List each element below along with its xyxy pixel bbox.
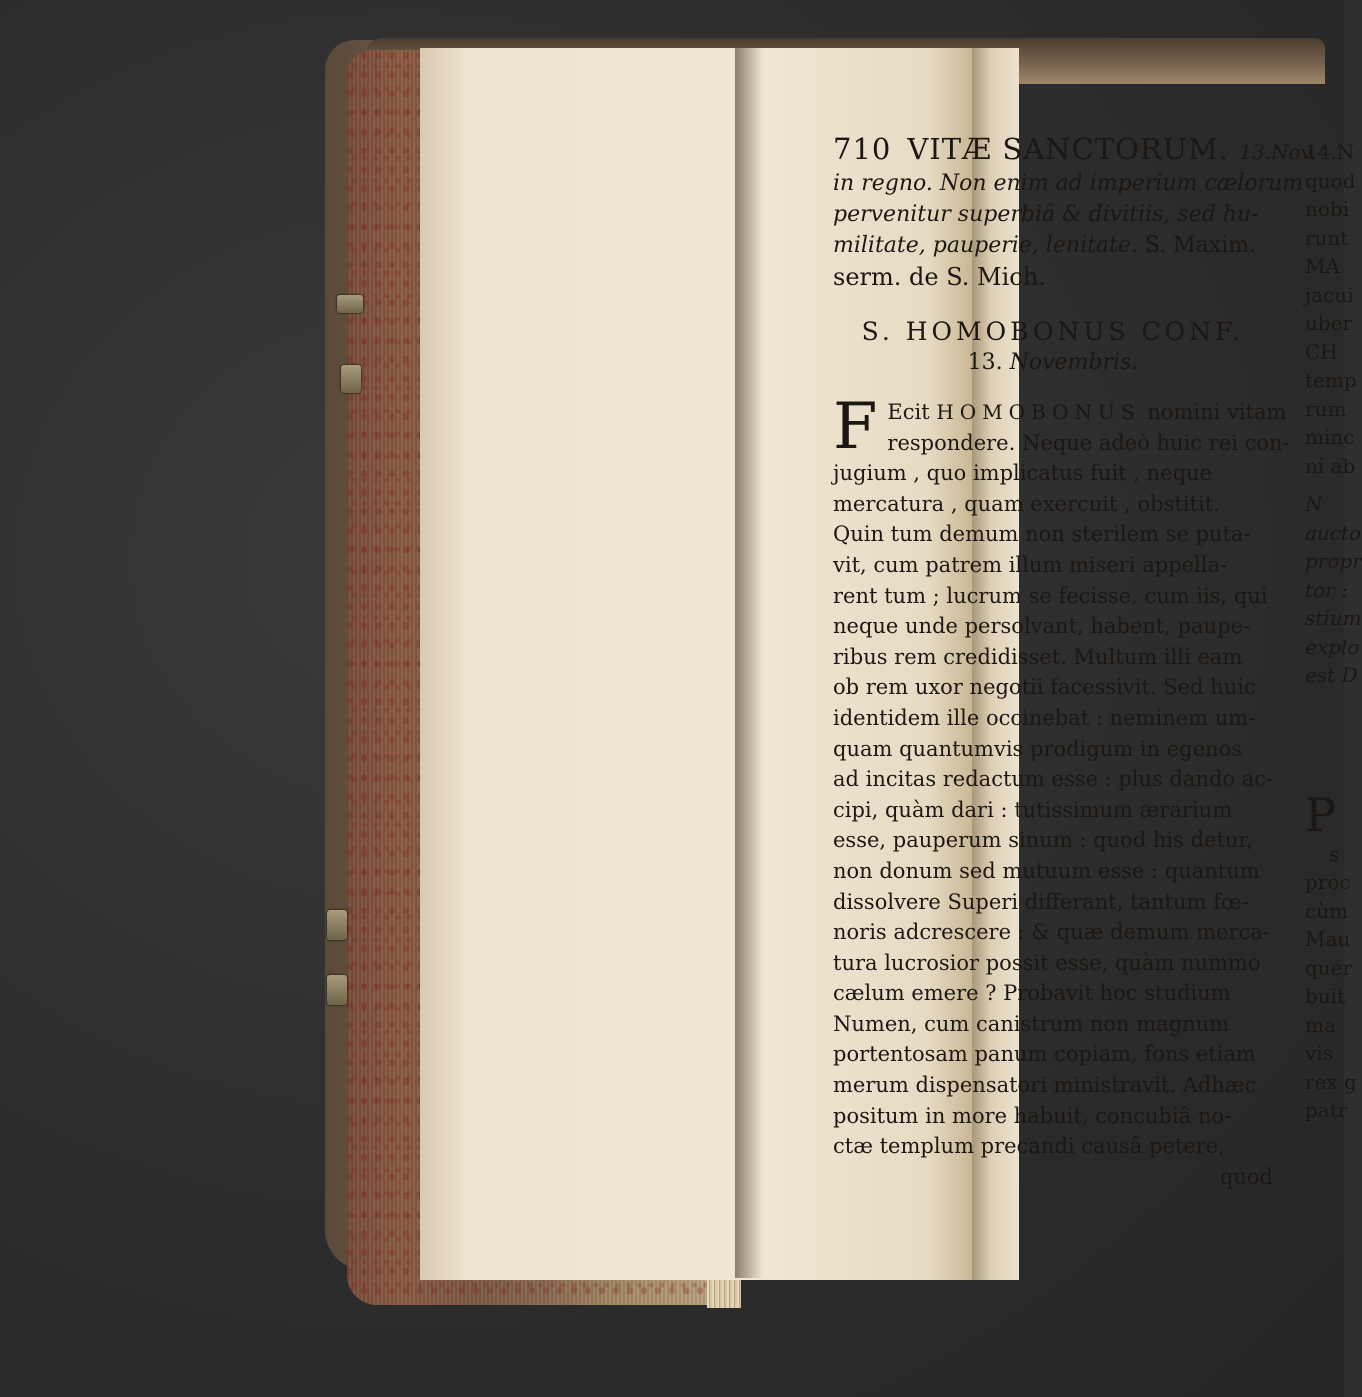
body-line: neque unde persolvant, habent, paupe- bbox=[833, 614, 1251, 639]
body-line: noris adcrescere : & quæ demum merca- bbox=[833, 920, 1270, 945]
right-line: runt bbox=[1305, 225, 1349, 250]
prev-entry-quote bbox=[833, 168, 1304, 261]
right-line: minc bbox=[1305, 425, 1355, 449]
entry-date bbox=[833, 350, 1273, 375]
right-drop-cap: P bbox=[1305, 787, 1336, 842]
body-line: ob rem uxor negotii facessivit. Sed huic bbox=[833, 675, 1256, 700]
first-word: Ecit bbox=[887, 400, 930, 424]
gutter-shadow bbox=[735, 48, 763, 1278]
entry-date-number: 13. bbox=[967, 350, 1003, 375]
clasp-icon bbox=[341, 365, 361, 393]
body-line: rent tum ; lucrum se fecisse, cum iis, qui bbox=[833, 583, 1268, 608]
clasp-icon bbox=[327, 910, 347, 940]
page-number: 710 bbox=[833, 132, 892, 166]
clasp-icon bbox=[327, 975, 347, 1005]
body-line: cipi, quàm dari : tutissimum ærarium bbox=[833, 797, 1233, 822]
right-line: patr bbox=[1305, 1098, 1348, 1122]
page-text bbox=[833, 132, 1316, 1192]
catchword: quod bbox=[1219, 1164, 1273, 1189]
right-line: aucto bbox=[1305, 520, 1362, 545]
quote-line bbox=[833, 230, 1273, 261]
header-date: 13.Nov. bbox=[1239, 140, 1316, 164]
quote-text: militate, pauperie, lenitate. bbox=[833, 233, 1138, 258]
right-line: temp bbox=[1305, 368, 1357, 392]
right-line: Mau bbox=[1305, 927, 1351, 951]
right-line: rex g bbox=[1305, 1069, 1357, 1094]
body-line: dissolvere Superi differant, tantum fœ- bbox=[833, 889, 1249, 914]
right-line: propr bbox=[1305, 549, 1362, 573]
body-line: cælum emere ? Probavit hoc studium bbox=[833, 981, 1231, 1006]
body-line: jugium , quo implicatus fuit , neque bbox=[833, 461, 1212, 486]
body-line: identidem ille occinebat : neminem um- bbox=[833, 705, 1256, 730]
right-line: rum bbox=[1305, 396, 1347, 421]
quote-source: S. Maxim. bbox=[1144, 233, 1257, 258]
body-line: vit, cum patrem illum miseri appella- bbox=[833, 552, 1228, 577]
right-line: uber bbox=[1305, 311, 1353, 335]
body-line bbox=[833, 397, 1287, 428]
right-line: nobi bbox=[1305, 197, 1350, 221]
right-line: stium bbox=[1305, 606, 1362, 630]
right-line: 14.N bbox=[1305, 140, 1355, 164]
body-line: Quin tum demum non sterilem se puta- bbox=[833, 522, 1251, 547]
clasp-icon bbox=[337, 295, 363, 313]
entry-title: S. HOMOBONUS CONF. bbox=[861, 317, 1245, 346]
body-line: Numen, cum canistrum non magnum bbox=[833, 1011, 1230, 1036]
right-line: proc bbox=[1305, 870, 1351, 894]
body-line: ad incitas redactum esse : plus dando ac- bbox=[833, 767, 1274, 792]
right-line: buit bbox=[1305, 984, 1346, 1008]
right-page-text bbox=[1305, 138, 1362, 1125]
right-line: vis bbox=[1305, 1041, 1333, 1065]
right-line: N bbox=[1305, 492, 1323, 516]
right-line: MA bbox=[1305, 254, 1340, 278]
body-line: ctæ templum precandi causâ petere, bbox=[833, 1134, 1225, 1159]
right-line: ni ab bbox=[1305, 453, 1356, 478]
right-line: s bbox=[1329, 841, 1340, 866]
quote-line: in regno. Non enim ad imperium cælorum bbox=[833, 171, 1304, 196]
right-line: explo bbox=[1305, 634, 1360, 659]
drop-cap: F bbox=[833, 390, 878, 464]
running-header bbox=[833, 132, 1316, 166]
body-line: respondere. Neque adeò huic rei con- bbox=[887, 430, 1290, 455]
quote-line: pervenitur superbiâ & divitiis, sed hu- bbox=[833, 202, 1259, 227]
saint-name: HOMOBONUS bbox=[936, 400, 1141, 424]
body-line: non donum sed mutuum esse : quantum bbox=[833, 858, 1260, 883]
body-line: esse, pauperum sinum : quod his detur, bbox=[833, 828, 1253, 853]
body-line: merum dispensatori ministravit. Adhæc bbox=[833, 1073, 1257, 1098]
quote-reference: serm. de S. Mich. bbox=[833, 263, 1046, 291]
right-line: est D bbox=[1305, 663, 1358, 687]
body-line: quam quantumvis prodigum in egenos bbox=[833, 736, 1242, 761]
body-line: mercatura , quam exercuit , obstitit. bbox=[833, 491, 1220, 516]
body-line: positum in more habuit, concubiâ no- bbox=[833, 1103, 1232, 1128]
running-title: VITÆ SANCTORUM. bbox=[907, 132, 1230, 166]
right-line: tor : bbox=[1305, 577, 1348, 602]
right-line: cùm bbox=[1305, 898, 1349, 923]
right-line: ma bbox=[1305, 1012, 1336, 1037]
right-line: quod bbox=[1305, 168, 1356, 193]
entry-body bbox=[833, 390, 1290, 1192]
body-line: tura lucrosior possit esse, quàm nummo bbox=[833, 950, 1261, 975]
entry-date-month: Novembris. bbox=[1009, 350, 1139, 375]
body-line-text: nomini vitam bbox=[1147, 400, 1287, 424]
body-line: ribus rem credidisset. Multum illi eam bbox=[833, 644, 1243, 669]
body-line: portentosam panum copiam, fons etiam bbox=[833, 1042, 1256, 1067]
right-line: CH bbox=[1305, 339, 1338, 364]
right-line: quer bbox=[1305, 955, 1353, 980]
right-line: jacui bbox=[1305, 282, 1354, 307]
